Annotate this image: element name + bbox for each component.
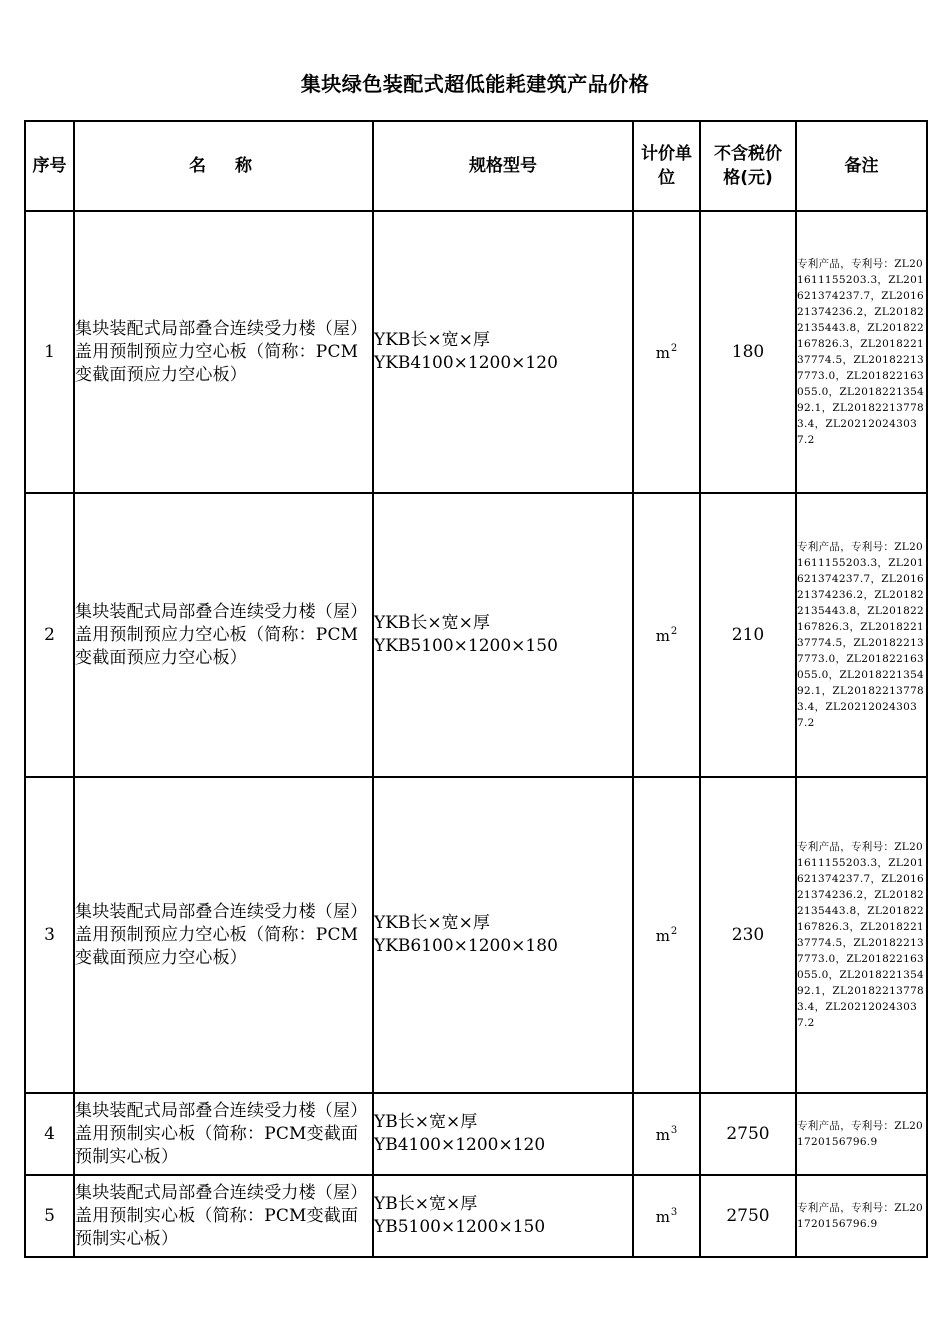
row-seq: 5 (25, 1175, 74, 1257)
row-name: 集块装配式局部叠合连续受力楼（屋）盖用预制实心板（简称：PCM变截面预制实心板） (74, 1175, 373, 1257)
table-row (25, 1093, 927, 1175)
header-unit: 计价单位 (633, 121, 700, 211)
row-name: 集块装配式局部叠合连续受力楼（屋）盖用预制预应力空心板（简称：PCM变截面预应力空心板） (74, 777, 373, 1093)
unit-base: m (655, 343, 670, 362)
header-name (74, 121, 373, 211)
row-name: 集块装配式局部叠合连续受力楼（屋）盖用预制预应力空心板（简称：PCM变截面预应力空心板） (74, 211, 373, 493)
row-spec: YB长×宽×厚 YB4100×1200×120 (373, 1093, 633, 1175)
row-unit (633, 777, 700, 1093)
row-unit (633, 1093, 700, 1175)
row-price: 210 (700, 493, 796, 777)
table-header-row (25, 121, 927, 211)
table-row (25, 1175, 927, 1257)
header-name-label: 名 称 (189, 156, 258, 176)
unit-base: m (655, 926, 670, 945)
row-spec: YKB长×宽×厚 YKB5100×1200×150 (373, 493, 633, 777)
row-name: 集块装配式局部叠合连续受力楼（屋）盖用预制实心板（简称：PCM变截面预制实心板） (74, 1093, 373, 1175)
unit-exponent: 3 (670, 1124, 678, 1136)
row-note: 专利产品，专利号：ZL201720156796.9 (796, 1175, 927, 1257)
header-price: 不含税价格(元) (700, 121, 796, 211)
header-spec: 规格型号 (373, 121, 633, 211)
row-price: 2750 (700, 1175, 796, 1257)
price-table (24, 120, 928, 1258)
table-row (25, 211, 927, 493)
row-note: 专利产品，专利号：ZL201611155203.3，ZL201621374237.7，ZL201621374236.2，ZL201822135443.8，ZL201822167826.3，ZL201822137774.5，ZL201822137773.0，ZL201822163055.0，ZL201822135492.1，ZL201822137783.4，ZL202120243037.2 (796, 493, 927, 777)
header-note: 备注 (796, 121, 927, 211)
row-note: 专利产品，专利号：ZL201611155203.3，ZL201621374237.7，ZL201621374236.2，ZL201822135443.8，ZL201822167826.3，ZL201822137774.5，ZL201822137773.0，ZL201822163055.0，ZL201822135492.1，ZL201822137783.4，ZL202120243037.2 (796, 211, 927, 493)
page-title: 集块绿色装配式超低能耗建筑产品价格 (300, 72, 650, 96)
unit-exponent: 2 (670, 342, 678, 354)
unit-base: m (655, 626, 670, 645)
row-unit (633, 211, 700, 493)
unit-base: m (655, 1125, 670, 1144)
unit-exponent: 2 (670, 925, 678, 937)
row-price: 230 (700, 777, 796, 1093)
header-seq: 序号 (25, 121, 74, 211)
row-spec: YB长×宽×厚 YB5100×1200×150 (373, 1175, 633, 1257)
row-price: 180 (700, 211, 796, 493)
row-note: 专利产品，专利号：ZL201611155203.3，ZL201621374237.7，ZL201621374236.2，ZL201822135443.8，ZL201822167826.3，ZL201822137774.5，ZL201822137773.0，ZL201822163055.0，ZL201822135492.1，ZL201822137783.4，ZL202120243037.2 (796, 777, 927, 1093)
row-unit (633, 1175, 700, 1257)
row-seq: 1 (25, 211, 74, 493)
table-row (25, 777, 927, 1093)
row-price: 2750 (700, 1093, 796, 1175)
unit-exponent: 3 (670, 1206, 678, 1218)
row-name: 集块装配式局部叠合连续受力楼（屋）盖用预制预应力空心板（简称：PCM变截面预应力空心板） (74, 493, 373, 777)
table-row (25, 493, 927, 777)
row-seq: 4 (25, 1093, 74, 1175)
row-spec: YKB长×宽×厚 YKB6100×1200×180 (373, 777, 633, 1093)
unit-base: m (655, 1207, 670, 1226)
row-spec: YKB长×宽×厚 YKB4100×1200×120 (373, 211, 633, 493)
row-unit (633, 493, 700, 777)
unit-exponent: 2 (670, 625, 678, 637)
row-seq: 2 (25, 493, 74, 777)
row-seq: 3 (25, 777, 74, 1093)
row-note: 专利产品，专利号：ZL201720156796.9 (796, 1093, 927, 1175)
